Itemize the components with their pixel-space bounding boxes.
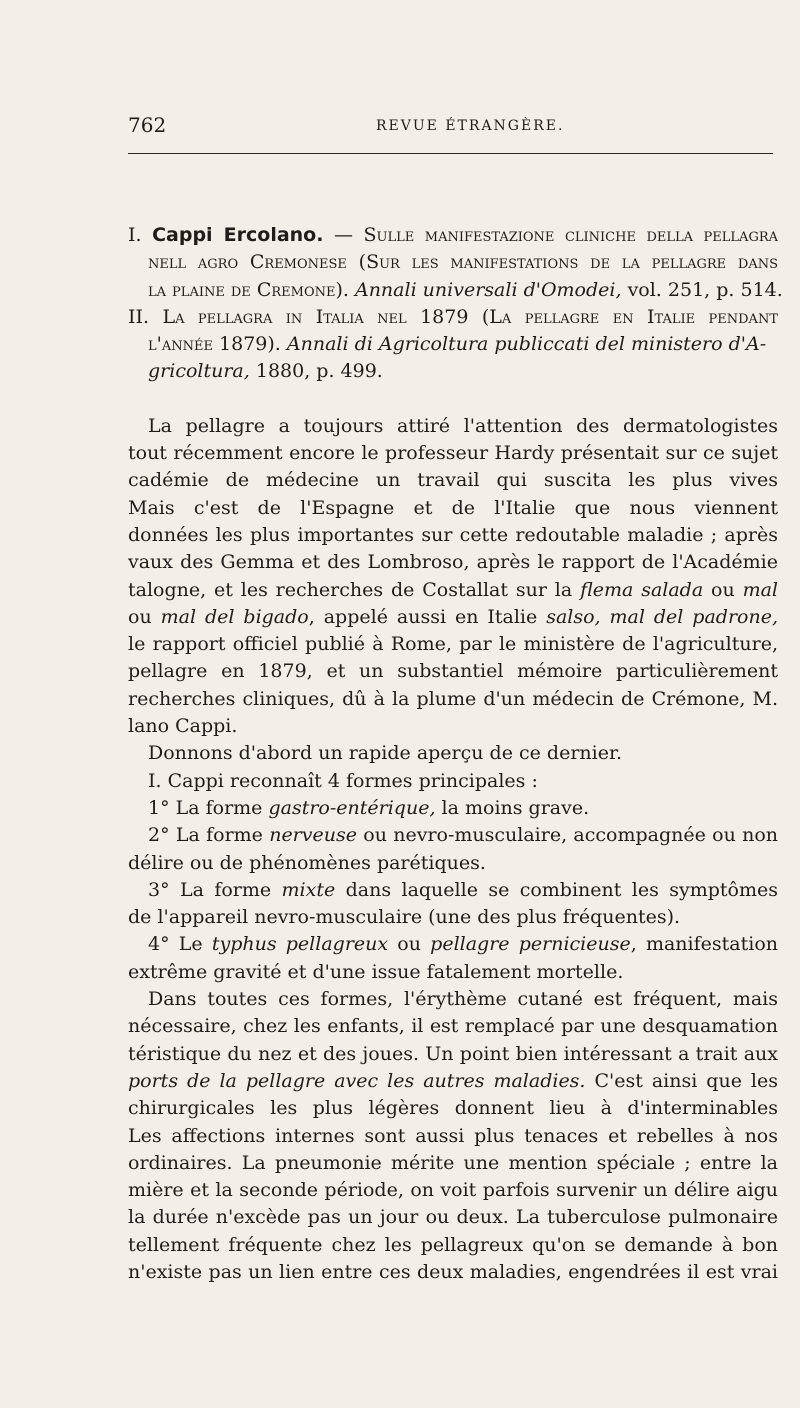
text-line: Donnons d'abord un rapide aperçu de ce dernier. [148, 742, 623, 765]
reference-1-line-3 [128, 277, 783, 304]
text-segment: 2° La forme [148, 824, 270, 847]
text-segment: talogne, et les recherches de Costallat sur la [128, 578, 581, 601]
emphasis-rapports-cont: ports de la pellagre avec les autres maladies. [128, 1069, 586, 1092]
text-line: ordinaires. La pneumonie mérite une mention spéciale ; entre la [128, 1151, 778, 1174]
text-line: pellagre en 1879, et un substantiel mémoire particulièrement [128, 660, 778, 683]
text-segment: ou nevro-musculaire, accompagnée ou non [363, 824, 778, 847]
reference-1-line-2: nell agro Cremonese (Sur les manifestations de la pellagre dans [148, 251, 778, 274]
text-segment: ou [388, 933, 431, 956]
reference-2-journal: Annali di Agricoltura publiccati del ministero d'A- [286, 333, 767, 356]
paragraph-gap [128, 386, 778, 413]
text-line: la durée n'excède pas un jour ou deux. La tuberculose pulmonaire [128, 1206, 778, 1229]
text-line: extrême gravité et d'une issue fatalement mortelle. [128, 960, 624, 983]
text-line: nécessaire, chez les enfants, il est remplacé par une desquamation [128, 1015, 778, 1038]
text-segment: téristique du nez et des joues. Un point bien intéressant a trait aux [128, 1042, 778, 1065]
page-number: 762 [128, 113, 167, 137]
text-line: lano Cappi. [128, 715, 238, 738]
reference-2-journal-cont: gricoltura, [148, 360, 250, 383]
reference-1-line-1 [128, 222, 778, 249]
text-line: Mais c'est de l'Espagne et de l'Italie que nous viennent [128, 496, 778, 519]
text-line: cadémie de médecine un travail qui suscita les plus vives [128, 469, 778, 492]
text-line [128, 1041, 778, 1068]
term-salso: salso, mal del padrone, [546, 605, 778, 628]
reference-1-number: I. [128, 224, 142, 246]
article-body [128, 222, 783, 1286]
text-line: données les plus importantes sur cette redoutable maladie ; après [128, 523, 778, 546]
term-flema-salada: flema salada [580, 578, 704, 601]
term-pellagre-pernicieuse: pellagre pernicieuse [430, 933, 631, 956]
text-line: le rapport officiel publié à Rome, par le ministère de l'agriculture, [128, 633, 778, 656]
term-mixte: mixte [281, 878, 336, 901]
text-line: tellement fréquente chez les pellagreux qu'on se demande à bon [128, 1233, 778, 1256]
term-nerveuse: nerveuse [269, 824, 357, 847]
reference-1-author: Cappi Ercolano. [152, 224, 324, 246]
term-gastro-enterique: gastro-entérique, [268, 796, 436, 819]
text-segment: 3° La forme [148, 878, 282, 901]
text-line: vaux des Gemma et des Lombroso, après le rapport de l'Académie [128, 551, 778, 574]
text-line [128, 604, 778, 631]
text-segment: ou [703, 578, 743, 601]
term-mal-del-bigado: mal del bigado [160, 605, 309, 628]
text-line: Dans toutes ces formes, l'érythème cutané est fréquent, mais [148, 988, 778, 1011]
text-line: I. Cappi reconnaît 4 formes principales : [148, 769, 538, 792]
list-item [128, 931, 778, 958]
text-line: La pellagre a toujours attiré l'attention des dermatologistes [148, 414, 778, 437]
text-line: n'existe pas un lien entre ces deux maladies, engendrées il est vrai [128, 1260, 778, 1283]
text-line: Les affections internes sont aussi plus tenaces et rebelles à nos [128, 1124, 778, 1147]
reference-2-volume: 1880, p. 499. [255, 360, 383, 383]
list-item [128, 877, 778, 904]
reference-1-journal: Annali universali d'Omodei, [354, 278, 622, 301]
text-line: tout récemment encore le professeur Hardy présentait sur ce sujet [128, 442, 778, 465]
text-line: recherches cliniques, dû à la plume d'un médecin de Crémone, M. [128, 687, 778, 710]
text-line: mière et la seconde période, on voit parfois survenir un délire aigu [128, 1179, 778, 1202]
list-item [128, 822, 778, 849]
header-rule [128, 153, 773, 154]
list-item [128, 795, 778, 822]
text-line [128, 577, 778, 604]
page-header [128, 113, 773, 139]
text-segment: , manifestation [630, 933, 778, 956]
text-segment: la moins grave. [435, 796, 590, 819]
text-line: de l'appareil nevro-musculaire (une des plus fréquentes). [128, 906, 681, 929]
text-segment: 4° Le [148, 933, 212, 956]
text-segment: 1° La forme [148, 796, 269, 819]
reference-1-volume: vol. 251, p. 514. [627, 278, 783, 301]
running-title: REVUE ÉTRANGÈRE. [376, 118, 565, 134]
text-line [128, 1068, 778, 1095]
text-line: délire ou de phénomènes parétiques. [128, 851, 486, 874]
reference-2-line-3 [128, 358, 778, 385]
text-line: chirurgicales les plus légères donnent lieu à d'interminables [128, 1097, 778, 1120]
reference-1-title: — Sulle manifestazione cliniche della pellagra [333, 224, 778, 246]
text-segment: dans laquelle se combinent les symptômes [345, 878, 778, 901]
text-segment: , appelé aussi en Italie [308, 605, 547, 628]
reference-2-line-1: II. La pellagra in Italia nel 1879 (La pellagre en Italie pendant [128, 305, 778, 328]
reference-1-translation-end: la plaine de Cremone). [148, 278, 349, 301]
reference-2-translation-end: l'année 1879). [148, 333, 281, 356]
term-typhus-pellagreux: typhus pellagreux [211, 933, 389, 956]
term-mal-de-rosa: mal [742, 578, 778, 601]
text-segment: ou [128, 605, 161, 628]
text-segment: C'est ainsi que les [594, 1069, 778, 1092]
reference-2-line-2 [128, 331, 778, 358]
